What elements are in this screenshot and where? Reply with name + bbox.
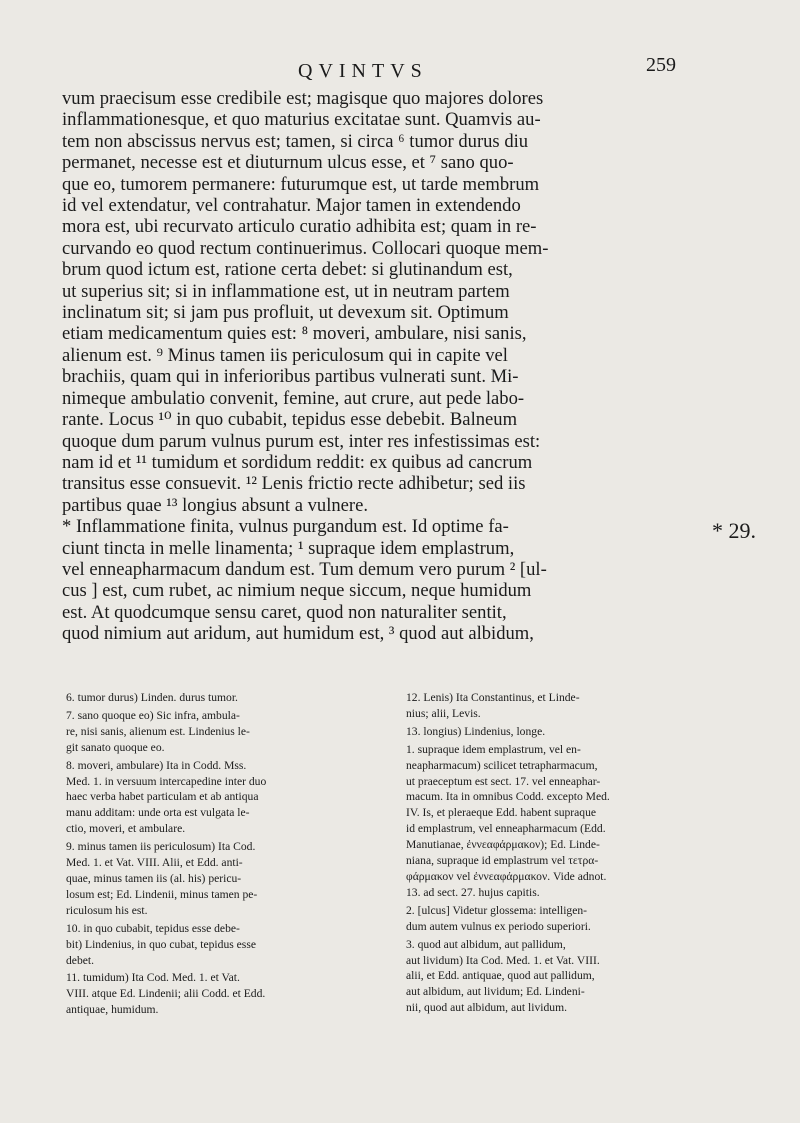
text-line: inclinatum sit; si jam pus profluit, ut devexum sit. Optimum [62,302,509,324]
footnote-line: 3. quod aut albidum, aut pallidum, [406,937,566,951]
footnote-line: ctio, moveri, et ambulare. [66,822,186,836]
footnote-line: nii, quod aut albidum, aut lividum. [406,1001,568,1015]
main-text-block [62,88,686,645]
footnote [66,708,384,756]
footnote-line: bit) Lindenius, in quo cubat, tepidus esse [66,937,256,951]
footnote-line: 7. sano quoque eo) Sic infra, ambula- [66,708,240,722]
text-line: rante. Locus ¹⁰ in quo cubabit, tepidus esse debebit. Balneum [62,409,518,431]
footnote-line: aut lividum) Ita Cod. Med. 1. et Vat. VIII. [406,953,600,967]
text-line: partibus quae ¹³ longius absunt a vulnere. [62,494,368,516]
text-line: permanet, necesse est et diuturnum ulcus esse, et ⁷ sano quo- [62,152,514,174]
footnote [406,937,706,1017]
footnote-line: aut albidum, aut lividum; Ed. Lindeni- [406,985,585,999]
footnote-line: 11. tumidum) Ita Cod. Med. 1. et Vat. [66,971,240,985]
footnotes-left-column [66,690,384,1020]
footnote-line: macum. Ita in omnibus Codd. excepto Med. [406,790,610,804]
footnote [406,690,706,722]
footnote-line: VIII. atque Ed. Lindenii; alii Codd. et Edd. [66,987,266,1001]
text-line: alienum est. ⁹ Minus tamen iis periculosum qui in capite vel [62,344,508,366]
text-line: transitus esse consuevit. ¹² Lenis frictio recte adhibetur; sed iis [62,473,526,495]
footnote-line: git sanato quoque eo. [66,740,165,754]
footnote [406,742,706,901]
footnote [66,690,384,706]
footnote-line: Med. 1. in versuum intercapedine inter duo [66,774,267,788]
footnote-line: 9. minus tamen iis periculosum) Ita Cod. [66,840,256,854]
section-marker: * 29. [712,518,756,543]
footnote-line: 8. moveri, ambulare) Ita in Codd. Mss. [66,758,247,772]
footnote [66,839,384,919]
footnote-line: 1. supraque idem emplastrum, vel en- [406,742,581,756]
footnote-line: neapharmacum) scilicet tetrapharmacum, [406,758,598,772]
page-number: 259 [646,54,676,76]
footnote-line: φάρμακον vel ἐννεαφάρμακον. Vide adnot. [406,869,607,883]
footnote [66,921,384,969]
footnotes-right-column [406,690,706,1018]
text-line: vum praecisum esse credibile est; magisque quo majores dolores [62,88,544,109]
text-line: nam id et ¹¹ tumidum et sordidum reddit: ex quibus ad cancrum [62,451,533,473]
text-line: quod nimium aut aridum, aut humidum est, ³ quod aut albidum, [62,623,534,645]
footnote [406,724,706,740]
footnote-line: quae, minus tamen iis (al. his) pericu- [66,871,242,885]
footnote-line: dum autem vulnus ex periodo superiori. [406,919,591,933]
running-title: QVINTVS [298,60,428,82]
footnote-line: 6. tumor durus) Linden. durus tumor. [66,691,238,704]
text-line: cus ] est, cum rubet, ac nimium neque siccum, neque humidum [62,580,532,602]
footnote-line: 2. [ulcus] Videtur glossema: intelligen- [406,903,588,917]
footnote-line: alii, et Edd. antiquae, quod aut pallidum, [406,969,595,983]
footnote-line: Med. 1. et Vat. VIII. Alii, et Edd. anti- [66,856,243,870]
text-line: ciunt tincta in melle linamenta; ¹ supraque idem emplastrum, [62,537,515,559]
footnote-line: antiquae, humidum. [66,1003,159,1017]
footnote-line: manu additam: unde orta est vulgata le- [66,806,250,820]
text-line: vel enneapharmacum dandum est. Tum demum vero purum ² [ul- [62,558,547,580]
text-line: id vel extendatur, vel contrahatur. Major tamen in extendendo [62,195,521,217]
text-line: que eo, tumorem permanere: futurumque est, ut tarde membrum [62,173,540,195]
text-line: curvando eo quod rectum continuerimus. Collocari quoque mem- [62,237,549,259]
text-line: nimeque ambulatio convenit, femine, aut crure, aut pede labo- [62,387,525,409]
text-line: inflammationesque, et quo maturius excitatae sunt. Quamvis au- [62,109,541,131]
text-line: brum quod ictum est, ratione certa debet: si glutinandum est, [62,259,513,281]
footnote-line: re, nisi sanis, alienum est. Lindenius le- [66,724,250,738]
footnote [66,970,384,1018]
footnote-line: Manutianae, ἐννεαφάρμακον); Ed. Linde- [406,838,600,852]
text-line: est. At quodcumque sensu caret, quod non naturaliter sentit, [62,601,507,623]
text-line: mora est, ubi recurvato articulo curatio adhibita est; quam in re- [62,216,537,238]
text-line: * Inflammatione finita, vulnus purgandum est. Id optime fa- [62,516,509,538]
footnote-line: riculosum his est. [66,903,148,917]
footnote-line: 13. longius) Lindenius, longe. [406,724,546,738]
footnote-line: haec verba habet particulam et ab antiqua [66,790,259,804]
footnote-line: nius; alii, Levis. [406,706,481,720]
text-line: ut superius sit; si in inflammatione est, ut in neutram partem [62,280,510,302]
footnote-line: losum est; Ed. Lindenii, minus tamen pe- [66,887,258,901]
footnote [66,758,384,838]
footnote-line: 10. in quo cubabit, tepidus esse debe- [66,921,240,935]
footnote-line: 13. ad sect. 27. hujus capitis. [406,885,540,899]
footnote-line: ut praeceptum est sect. 17. vel enneaphar- [406,774,601,788]
footnote-line: id emplastrum, vel enneapharmacum (Edd. [406,822,606,836]
footnote-line: niana, supraque id emplastrum vel τετρα- [406,854,599,868]
footnote-line: IV. Is, et pleraeque Edd. habent supraque [406,806,597,820]
footnote [406,903,706,935]
footnote-line: 12. Lenis) Ita Constantinus, et Linde- [406,691,580,704]
footnote-line: debet. [66,953,95,967]
text-line: tem non abscissus nervus est; tamen, si circa ⁶ tumor durus diu [62,130,529,152]
text-line: quoque dum parum vulnus purum est, inter res infestissimas est: [62,430,541,452]
text-line: etiam medicamentum quies est: ⁸ moveri, ambulare, nisi sanis, [62,323,527,345]
text-line: brachiis, quam qui in inferioribus partibus vulnerati sunt. Mi- [62,366,519,388]
